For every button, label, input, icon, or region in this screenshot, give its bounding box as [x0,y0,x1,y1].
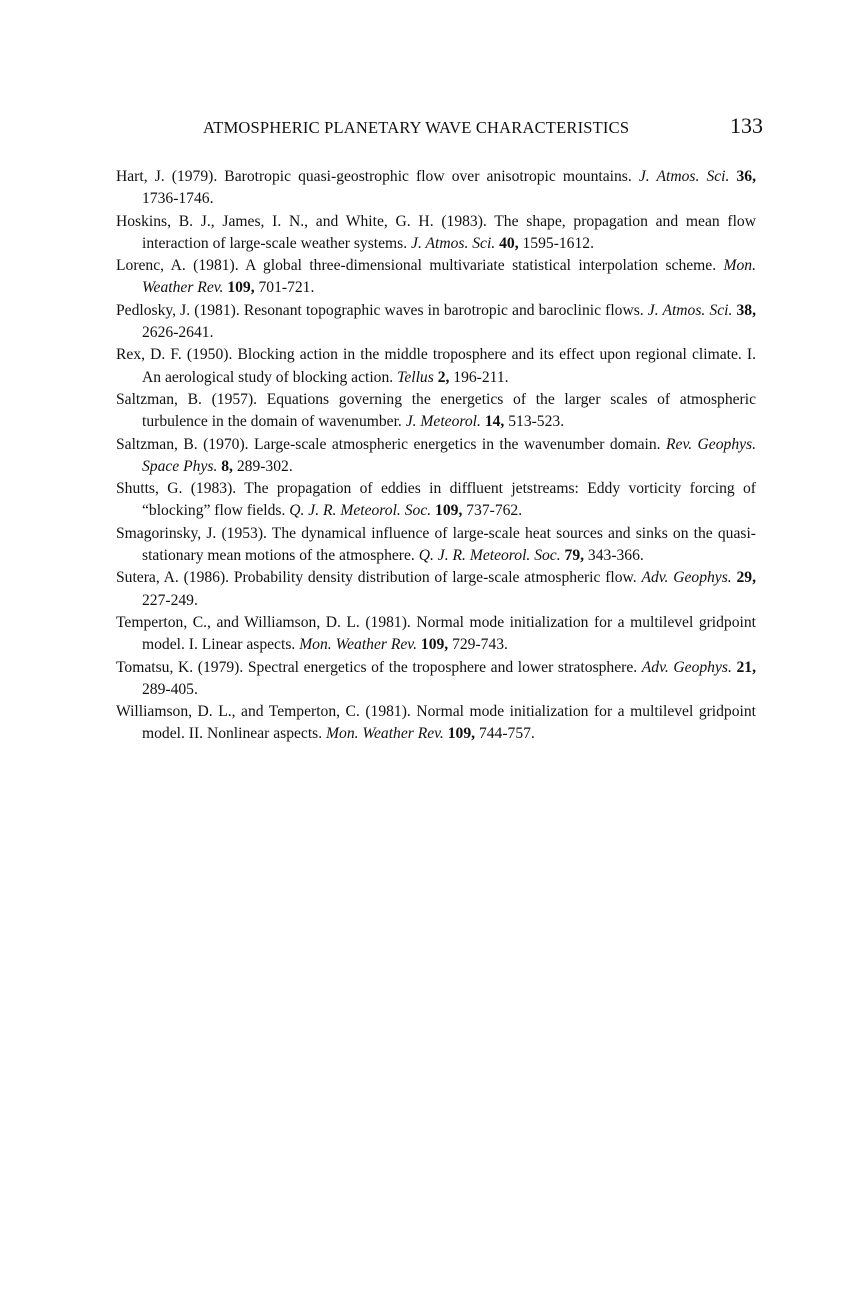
reference-item [116,567,756,612]
reference-item [116,612,756,657]
reference-item [116,344,756,389]
reference-pages: 701-721. [254,279,315,297]
reference-text: Saltzman, B. (1957). Equations governing the energetics of the larger scales of atmospheric turbulence in the domain of wavenumber. [116,390,756,431]
reference-source: Mon. Weather Rev. [142,257,756,297]
reference-volume: 79, [564,547,585,565]
reference-source: J. Atmos. Sci. [647,301,733,319]
reference-pages: 343-366. [584,547,644,565]
reference-source: J. Meteorol. [405,413,481,431]
reference-volume: 109, [435,502,463,520]
reference-item [116,701,756,746]
page-header [0,113,864,149]
reference-pages: 1595-1612. [518,234,594,252]
reference-text: Pedlosky, J. (1981). Resonant topographic waves in barotropic and baroclinic flows. [116,301,648,319]
reference-pages: 737-762. [462,502,523,520]
reference-volume: 38, [736,301,756,319]
reference-text: Sutera, A. (1986). Probability density distribution of large-scale atmospheric flow. [116,569,642,587]
page-number: 133 [730,113,763,138]
reference-volume: 109, [420,636,449,654]
reference-text: Saltzman, B. (1970). Large-scale atmospheric energetics in the wavenumber domain. [116,435,666,453]
running-title: ATMOSPHERIC PLANETARY WAVE CHARACTERISTICS [203,118,630,137]
reference-pages: 729-743. [448,636,508,654]
reference-text: Williamson, D. L., and Temperton, C. (1981). Normal mode initialization for a multilevel gridpoint model. II. Nonlinear aspects. [116,703,756,743]
reference-text: Lorenc, A. (1981). A global three-dimensional multivariate statistical interpolation scheme. [116,257,724,275]
reference-text: Temperton, C., and Williamson, D. L. (1981). Normal mode initialization for a multilevel gridpoint model. I. Linear aspects. [116,613,756,654]
reference-source: J. Atmos. Sci. [411,234,496,252]
reference-source: Mon. Weather Rev. [299,636,417,654]
reference-source: Q. J. R. Meteorol. Soc. [289,502,432,520]
reference-item [116,478,756,523]
reference-list [116,166,756,746]
reference-text: Rex, D. F. (1950). Blocking action in the middle troposphere and its effect upon regional climate. I. An aerological study of blocking action. [116,346,756,386]
reference-item [116,255,756,300]
reference-pages: 196-211. [449,368,509,386]
reference-item [116,523,756,568]
reference-pages: 744-757. [475,725,535,743]
reference-text: Tomatsu, K. (1979). Spectral energetics of the troposphere and lower stratosphere. [116,658,642,676]
reference-item [116,434,756,479]
reference-volume: 14, [484,413,505,431]
reference-pages: 227-249. [142,591,198,609]
reference-text: Smagorinsky, J. (1953). The dynamical influence of large-scale heat sources and sinks on the quasi-stationary mean motions of the atmosphere. [116,524,756,565]
reference-source: J. Atmos. Sci. [638,168,730,185]
reference-pages: 289-405. [142,680,198,698]
reference-volume: 8, [221,457,233,475]
reference-volume: 2, [437,368,450,386]
reference-source: Adv. Geophys. [641,658,732,676]
reference-pages: 513-523. [504,413,565,431]
reference-pages: 2626-2641. [142,324,214,342]
reference-source: Mon. Weather Rev. [326,725,444,743]
reference-volume: 40, [499,234,519,252]
reference-source: Tellus [397,368,434,386]
reference-text: Shutts, G. (1983). The propagation of eddies in diffluent jetstreams: Eddy vorticity forcing of “blocking” flow fields. [116,480,756,520]
reference-source: Adv. Geophys. [641,569,732,587]
reference-volume: 109, [227,279,255,297]
reference-item [116,389,756,434]
reference-volume: 36, [736,168,756,185]
reference-source: Q. J. R. Meteorol. Soc. [418,547,561,565]
reference-item [116,657,756,702]
reference-item [116,300,756,345]
reference-text: Hart, J. (1979). Barotropic quasi-geostrophic flow over anisotropic mountains. [116,168,639,185]
reference-volume: 21, [736,658,756,676]
reference-volume: 29, [736,569,756,587]
reference-item [116,166,756,211]
reference-pages: 1736-1746. [142,190,214,208]
reference-pages: 289-302. [232,457,293,475]
reference-text: Hoskins, B. J., James, I. N., and White, G. H. (1983). The shape, propagation and mean flow interaction of large-scale weather systems. [116,212,756,252]
reference-volume: 109, [447,725,476,743]
reference-item [116,211,756,256]
reference-source: Rev. Geophys. Space Phys. [142,435,757,475]
